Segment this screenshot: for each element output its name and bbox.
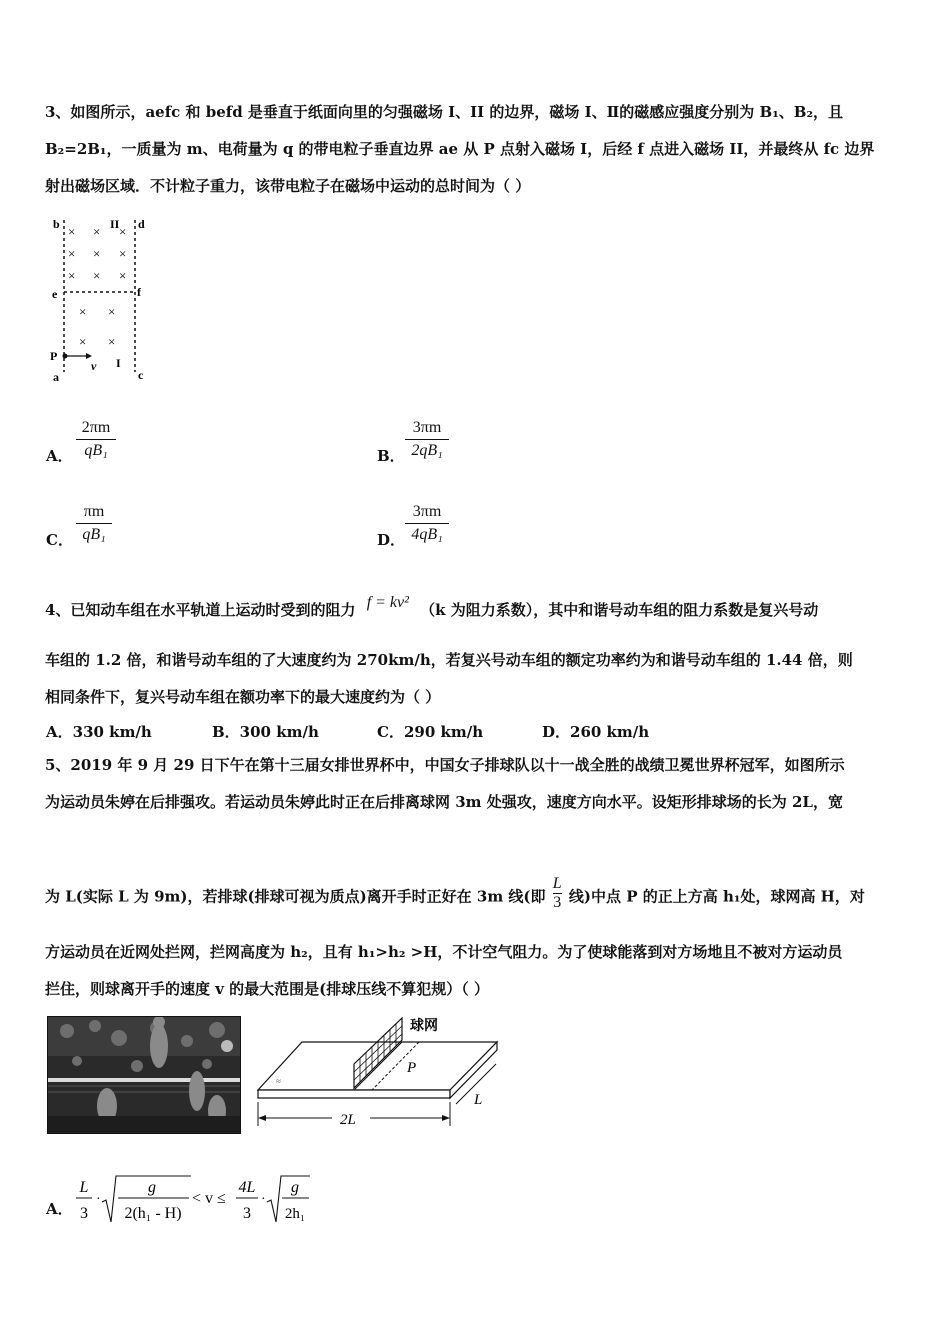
q3-option-c-label: C． <box>46 531 73 549</box>
label-II: II <box>110 217 120 231</box>
q3-option-d-label: D． <box>377 531 406 549</box>
denominator: 2qB₁ <box>411 442 443 459</box>
numerator: L <box>552 875 562 892</box>
q5-line-3-post: 线)中点 P 的正上方高 h₁处，球网高 H，对 <box>568 887 865 906</box>
cross-mark: × <box>93 246 101 261</box>
cross-mark: × <box>108 304 116 319</box>
cross-mark: × <box>119 246 127 261</box>
q4-line-2: 车组的 1.2 倍，和谐号动车组的了大速度约为 270km/h，若复兴号动车组的额定功率约为和谐号动车组的 1.44 倍，则 <box>45 651 853 669</box>
q3-option-b-fraction <box>405 418 449 461</box>
label-c: c <box>138 368 144 382</box>
q3-option-a-fraction <box>76 418 116 461</box>
inequality: < v ≤ <box>192 1190 226 1207</box>
q4-option-b: B．300 km/h <box>212 723 319 741</box>
sqrt1-numerator: g <box>148 1179 156 1196</box>
q5-line-3-pre: 为 L(实际 L 为 9m)，若排球(排球可视为质点)离开手时正好在 3m 线(即 <box>45 887 546 906</box>
l-over-3-fraction <box>553 875 562 912</box>
f1-denominator: 3 <box>80 1205 88 1222</box>
numerator: πm <box>83 503 105 520</box>
q4-line-1 <box>45 594 819 621</box>
f2-numerator: 4L <box>238 1179 256 1196</box>
length-2L-label: 2L <box>340 1112 356 1128</box>
q4-line-1-pre: 4、已知动车组在水平轨道上运动时受到的阻力 <box>45 601 356 619</box>
point-P-label: P <box>407 1060 417 1076</box>
q4-option-a: A．330 km/h <box>46 723 152 741</box>
sqrt2-denominator: 2h₁ <box>284 1206 306 1222</box>
q5-line-1: 5、2019 年 9 月 29 日下午在第十三届女排世界杯中，中国女子排球队以十一战全胜的战绩卫冕世界杯冠军，如图所示 <box>45 756 845 774</box>
numerator: 2πm <box>81 419 111 436</box>
label-e: e <box>52 287 58 301</box>
numerator: 3πm <box>412 503 442 520</box>
sqrt1-denominator: 2(h₁ - H) <box>124 1205 182 1222</box>
label-b: b <box>53 217 60 231</box>
q3-line-3: 射出磁场区域．不计粒子重力，该带电粒子在磁场中运动的总时间为（ ） <box>45 177 531 195</box>
q3-option-b-label: B． <box>377 447 405 465</box>
q3-line-1: 3、如图所示，aefc 和 befd 是垂直于纸面向里的匀强磁场 I、II 的边界，磁场 I、Ⅱ的磁感应强度分别为 B₁、B₂，且 <box>45 103 844 121</box>
q3-option-a-label: A． <box>46 447 73 465</box>
denominator: 4qB₁ <box>411 526 443 543</box>
q4-line-3: 相同条件下，复兴号动车组在额功率下的最大速度约为（ ） <box>45 688 441 706</box>
f1-numerator: L <box>79 1179 89 1196</box>
cross-mark: × <box>93 224 101 239</box>
q5-line-4: 方运动员在近网处拦网，拦网高度为 h₂，且有 h₁>h₂ >H，不计空气阻力。为了使球能落到对方场地且不被对方运动员 <box>45 943 843 961</box>
label-P: P <box>50 349 58 363</box>
cross-mark: × <box>68 246 76 261</box>
net-label: 球网 <box>410 1019 438 1034</box>
numerator: 3πm <box>412 419 442 436</box>
denominator: 3 <box>553 894 562 911</box>
q4-line-1-post: （k 为阻力系数），其中和谐号动车组的阻力系数是复兴号动 <box>420 601 819 619</box>
volleyball-photo <box>47 1016 241 1134</box>
drag-formula: f = kv² <box>366 594 409 611</box>
cross-mark: × <box>93 268 101 283</box>
label-v: v <box>91 359 97 373</box>
q5-line-5: 拦住，则球离开手的速度 v 的最大范围是(排球压线不算犯规）（ ） <box>45 980 489 998</box>
cross-mark: × <box>79 334 87 349</box>
magnetic-field-figure <box>46 212 156 391</box>
label-a: a <box>53 370 59 384</box>
cross-mark: × <box>68 268 76 283</box>
q4-option-c: C．290 km/h <box>377 723 484 741</box>
cross-mark: × <box>108 334 116 349</box>
svg-text:≈: ≈ <box>276 1076 281 1086</box>
denominator: qB₁ <box>84 442 108 459</box>
svg-text:·: · <box>261 1192 266 1207</box>
cross-mark: × <box>68 224 76 239</box>
svg-text:·: · <box>96 1192 101 1207</box>
q5-line-3 <box>45 875 865 916</box>
q5-option-a-label: A． <box>46 1200 73 1218</box>
court-diagram <box>252 1014 508 1136</box>
cross-mark: × <box>79 304 87 319</box>
label-f: f <box>137 285 141 299</box>
cross-mark: × <box>119 268 127 283</box>
q3-option-d-fraction <box>405 502 449 545</box>
q4-option-d: D．260 km/h <box>542 723 650 741</box>
q3-option-c-fraction <box>76 502 112 545</box>
denominator: qB₁ <box>82 526 106 543</box>
label-d: d <box>138 217 145 231</box>
q5-line-2: 为运动员朱婷在后排强攻。若运动员朱婷此时正在后排离球网 3m 处强攻，速度方向水平。设矩形排球场的长为 2L，宽 <box>45 793 843 811</box>
q5-option-a-formula <box>74 1172 324 1238</box>
label-I: I <box>116 356 121 370</box>
q3-line-2: B₂=2B₁，一质量为 m、电荷量为 q 的带电粒子垂直边界 ae 从 P 点射入磁场 I，后经 f 点进入磁场 II，并最终从 fc 边界 <box>45 140 875 158</box>
f2-denominator: 3 <box>243 1205 251 1222</box>
cross-mark: × <box>119 224 127 239</box>
width-L-label: L <box>474 1092 483 1108</box>
sqrt2-numerator: g <box>291 1179 299 1196</box>
